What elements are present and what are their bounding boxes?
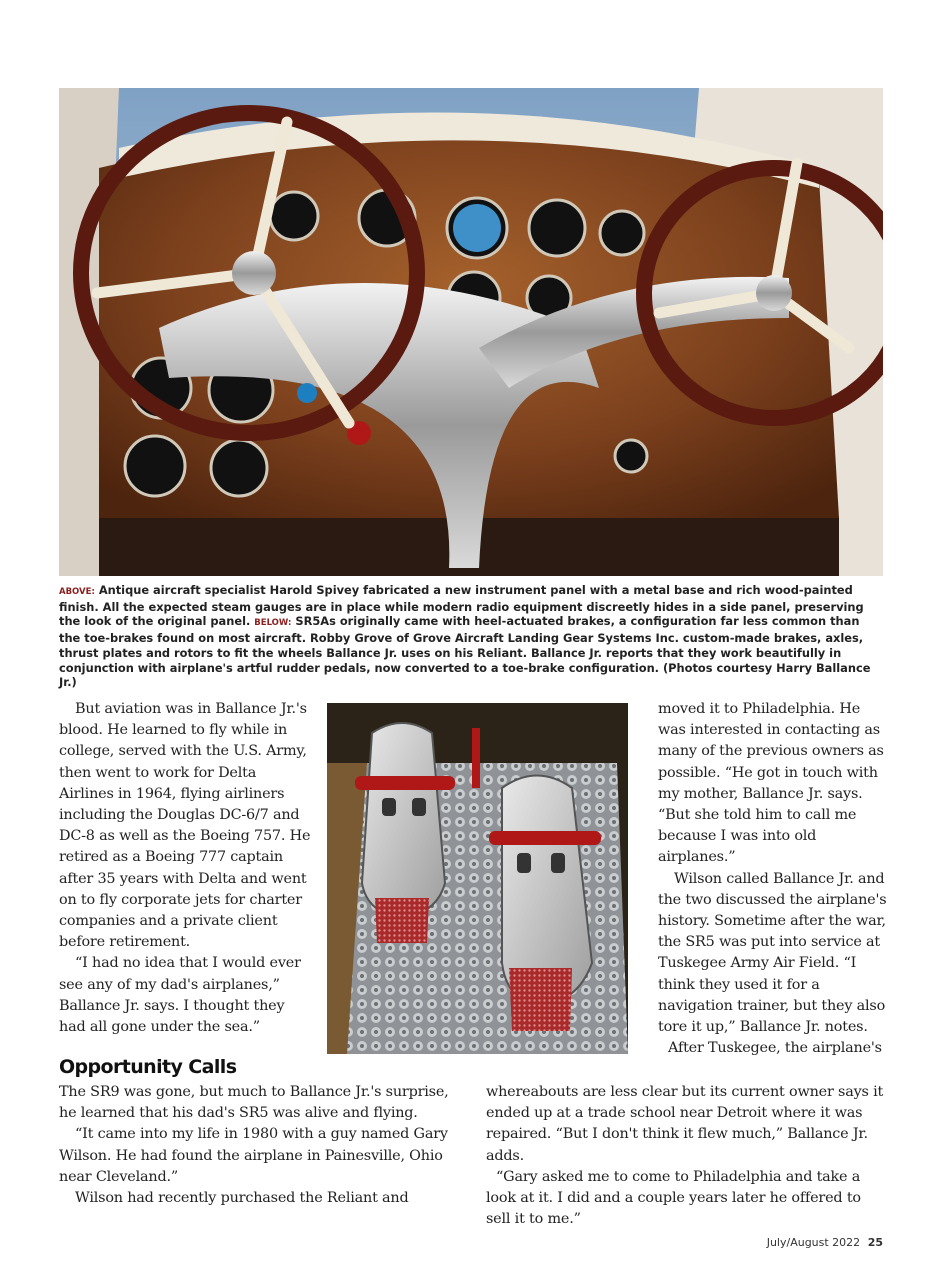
photo-caption <box>59 583 883 690</box>
paragraph: Wilson called Ballance Jr. and the two discussed the airplane's history. Sometime after the war, the SR5 was put into service at Tuskegee Army Air Field. “I think they used it for a navigation trainer, but they also tore it up,” Ballance Jr. notes. <box>658 870 887 1036</box>
paragraph: whereabouts are less clear but its current owner says it ended up at a trade school near Detroit where it was repaired. “But I don't think it flew much,” Ballance Jr. adds. <box>486 1084 884 1164</box>
article-column-bottom-left <box>59 1082 454 1209</box>
article-column-left <box>59 699 311 1038</box>
paragraph: Wilson had recently purchased the Reliant and <box>75 1190 409 1207</box>
issue-date: July/August 2022 <box>766 1236 861 1249</box>
article-column-right <box>658 699 888 1059</box>
caption-above-text: Antique aircraft specialist Harold Spivey fabricated a new instrument panel with a metal base and rich wood-painted finish. All the expected steam gauges are in place while modern radio equipment discreetly hides in a side panel, preserving the look of the original panel. <box>59 583 864 629</box>
article-column-bottom-right <box>486 1082 888 1230</box>
paragraph: moved it to Philadelphia. He was interested in contacting as many of the previous owners as possible. “He got in touch with my mother, Ballance Jr. says. “But she told him to call me because I was into old airplanes.” <box>658 701 884 866</box>
page-footer <box>767 1236 883 1249</box>
page-number: 25 <box>867 1236 883 1249</box>
section-heading: Opportunity Calls <box>59 1056 237 1078</box>
paragraph: After Tuskegee, the airplane's <box>668 1040 882 1057</box>
paragraph: “Gary asked me to come to Philadelphia and take a look at it. I did and a couple years later he offered to sell it to me.” <box>486 1168 861 1228</box>
paragraph: “It came into my life in 1980 with a guy named Gary Wilson. He had found the airplane in Painesville, Ohio near Cleveland.” <box>59 1126 448 1185</box>
caption-below-text: SR5As originally came with heel-actuated brakes, a configuration far less common than the toe-brakes found on most aircraft. Robby Grove of Grove Aircraft Landing Gear Systems Inc. custom-made brakes, axles, thrust plates and rotors to fit the wheels Ballance Jr. uses on his Reliant. Ballance Jr. reports that they work beautifully in conjunction with airplane's artful rudder pedals, now converted to a toe-brake configuration. (Photos courtesy Harry Ballance Jr.) <box>59 614 871 690</box>
paragraph: “I had no idea that I would ever see any of my dad's airplanes,” Ballance Jr. says. I thought they had all gone under the sea.” <box>59 955 301 1036</box>
caption-below-tag: BELOW: <box>254 618 292 629</box>
rudder-pedals-photo <box>327 703 628 1054</box>
paragraph: But aviation was in Ballance Jr.'s blood. He learned to fly while in college, served with the U.S. Army, then went to work for Delta Airlines in 1964, flying airliners including the Douglas DC-6/7 and DC-8 as well as the Boeing 757. He retired as a Boeing 777 captain after 35 years with Delta and went on to fly corporate jets for charter companies and a private client before retirement. <box>59 701 311 951</box>
caption-above-tag: ABOVE: <box>59 587 95 597</box>
paragraph: The SR9 was gone, but much to Ballance Jr.'s surprise, he learned that his dad's SR5 was alive and flying. <box>59 1084 449 1122</box>
cockpit-photo <box>59 88 883 576</box>
